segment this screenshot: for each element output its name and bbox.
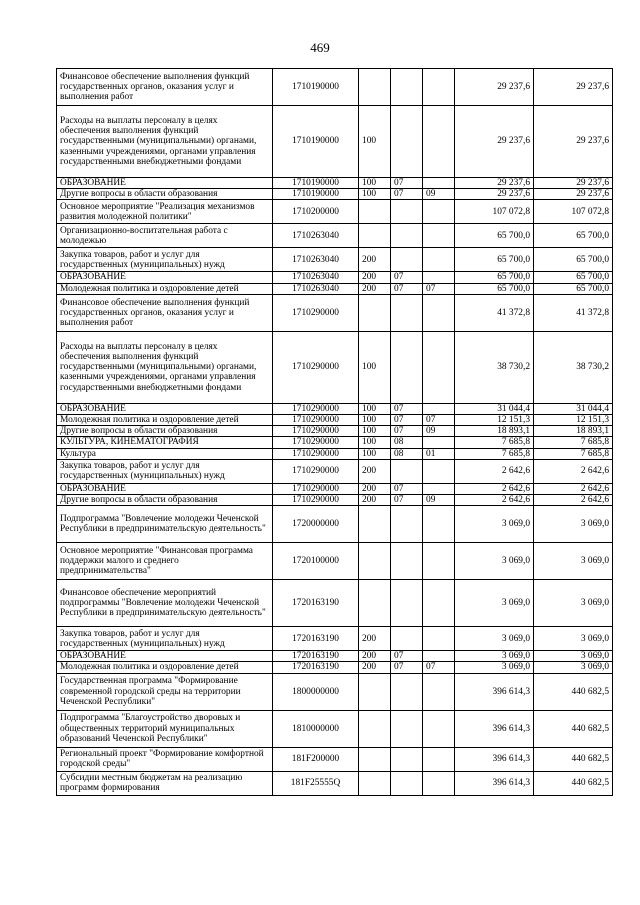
- row-csr-cell: 1810000000: [273, 710, 359, 747]
- row-vr-cell: 100: [359, 106, 391, 178]
- row-sum-2-cell: 3 069,0: [534, 651, 613, 662]
- row-pr-cell: 07: [423, 662, 455, 673]
- row-rz-cell: [391, 747, 423, 771]
- row-sum-1-cell: 65 700,0: [455, 224, 534, 248]
- row-sum-2-cell: 3 069,0: [534, 506, 613, 543]
- row-csr-cell: 1710290000: [273, 415, 359, 426]
- row-vr-cell: 100: [359, 403, 391, 414]
- row-vr-cell: [359, 543, 391, 580]
- row-name-cell: Другие вопросы в области образования: [57, 426, 273, 437]
- row-sum-2-cell: 3 069,0: [534, 627, 613, 651]
- row-csr-cell: 1710290000: [273, 437, 359, 448]
- row-pr-cell: [423, 747, 455, 771]
- row-pr-cell: [423, 178, 455, 189]
- row-sum-1-cell: 29 237,6: [455, 69, 534, 106]
- row-pr-cell: [423, 580, 455, 627]
- row-sum-2-cell: 2 642,6: [534, 459, 613, 483]
- row-vr-cell: [359, 771, 391, 795]
- row-pr-cell: [423, 294, 455, 331]
- row-pr-cell: [423, 331, 455, 403]
- row-vr-cell: 200: [359, 459, 391, 483]
- row-vr-cell: 200: [359, 495, 391, 506]
- row-csr-cell: 1720163190: [273, 651, 359, 662]
- table-row: [57, 415, 613, 426]
- table-row: [57, 403, 613, 414]
- row-name-cell: Закупка товаров, работ и услуг для государственных (муниципальных) нужд: [57, 459, 273, 483]
- row-pr-cell: [423, 771, 455, 795]
- row-vr-cell: 100: [359, 189, 391, 200]
- row-csr-cell: 1710263040: [273, 224, 359, 248]
- row-csr-cell: 1710263040: [273, 248, 359, 272]
- row-vr-cell: 200: [359, 248, 391, 272]
- row-rz-cell: 07: [391, 662, 423, 673]
- row-name-cell: Основное мероприятие "Финансовая программа поддержки малого и среднего предпринимательства": [57, 543, 273, 580]
- row-sum-1-cell: 29 237,6: [455, 189, 534, 200]
- row-sum-1-cell: 396 614,3: [455, 771, 534, 795]
- row-sum-1-cell: 107 072,8: [455, 200, 534, 224]
- row-csr-cell: 1710290000: [273, 495, 359, 506]
- table-row: [57, 662, 613, 673]
- row-sum-2-cell: 31 044,4: [534, 403, 613, 414]
- row-csr-cell: 1720163190: [273, 627, 359, 651]
- row-sum-1-cell: 3 069,0: [455, 543, 534, 580]
- table-row: [57, 331, 613, 403]
- row-name-cell: Другие вопросы в области образования: [57, 495, 273, 506]
- row-rz-cell: 07: [391, 283, 423, 294]
- row-sum-1-cell: 396 614,3: [455, 747, 534, 771]
- row-rz-cell: [391, 331, 423, 403]
- row-vr-cell: [359, 710, 391, 747]
- table-row: [57, 747, 613, 771]
- row-name-cell: ОБРАЗОВАНИЕ: [57, 403, 273, 414]
- row-pr-cell: [423, 272, 455, 283]
- table-row: [57, 459, 613, 483]
- row-sum-1-cell: 3 069,0: [455, 580, 534, 627]
- row-vr-cell: 200: [359, 651, 391, 662]
- row-rz-cell: [391, 69, 423, 106]
- row-sum-2-cell: 29 237,6: [534, 106, 613, 178]
- row-pr-cell: 09: [423, 495, 455, 506]
- page-number: 469: [310, 40, 330, 55]
- row-sum-1-cell: 396 614,3: [455, 710, 534, 747]
- row-rz-cell: 08: [391, 437, 423, 448]
- row-vr-cell: [359, 200, 391, 224]
- row-name-cell: Подпрограмма "Благоустройство дворовых и общественных территорий муниципальных образований Чеченской Республики": [57, 710, 273, 747]
- row-sum-1-cell: 7 685,8: [455, 437, 534, 448]
- row-sum-1-cell: 7 685,8: [455, 448, 534, 459]
- row-csr-cell: 1720163190: [273, 662, 359, 673]
- row-vr-cell: 100: [359, 426, 391, 437]
- row-rz-cell: 07: [391, 272, 423, 283]
- row-sum-2-cell: 29 237,6: [534, 189, 613, 200]
- table-row: [57, 673, 613, 710]
- row-sum-1-cell: 18 893,1: [455, 426, 534, 437]
- row-rz-cell: [391, 459, 423, 483]
- table-row: [57, 771, 613, 795]
- row-vr-cell: 200: [359, 283, 391, 294]
- budget-table: [56, 68, 613, 796]
- row-vr-cell: [359, 69, 391, 106]
- row-sum-1-cell: 41 372,8: [455, 294, 534, 331]
- row-sum-2-cell: 29 237,6: [534, 178, 613, 189]
- row-sum-1-cell: 3 069,0: [455, 506, 534, 543]
- row-rz-cell: 07: [391, 189, 423, 200]
- row-name-cell: Расходы на выплаты персоналу в целях обеспечения выполнения функций государственными (муниципальными) органами, казенными учреждениями, органами управления государственными внебюджетными фондами: [57, 331, 273, 403]
- table-row: [57, 426, 613, 437]
- row-pr-cell: 07: [423, 283, 455, 294]
- row-pr-cell: 09: [423, 426, 455, 437]
- table-row: [57, 437, 613, 448]
- row-rz-cell: 07: [391, 483, 423, 494]
- row-vr-cell: 200: [359, 662, 391, 673]
- row-name-cell: Организационно-воспитательная работа с молодежью: [57, 224, 273, 248]
- row-sum-1-cell: 38 730,2: [455, 331, 534, 403]
- row-sum-2-cell: 12 151,3: [534, 415, 613, 426]
- table-row: [57, 495, 613, 506]
- row-csr-cell: 1710290000: [273, 294, 359, 331]
- row-pr-cell: [423, 627, 455, 651]
- row-csr-cell: 181F25555Q: [273, 771, 359, 795]
- row-rz-cell: 08: [391, 448, 423, 459]
- row-pr-cell: [423, 200, 455, 224]
- row-sum-2-cell: 3 069,0: [534, 543, 613, 580]
- row-pr-cell: [423, 248, 455, 272]
- row-csr-cell: 1710290000: [273, 426, 359, 437]
- row-sum-2-cell: 107 072,8: [534, 200, 613, 224]
- row-rz-cell: [391, 543, 423, 580]
- row-pr-cell: [423, 437, 455, 448]
- row-pr-cell: [423, 506, 455, 543]
- row-csr-cell: 1710290000: [273, 448, 359, 459]
- row-sum-1-cell: 2 642,6: [455, 459, 534, 483]
- row-csr-cell: 1710263040: [273, 272, 359, 283]
- row-pr-cell: [423, 224, 455, 248]
- row-name-cell: ОБРАЗОВАНИЕ: [57, 651, 273, 662]
- row-sum-2-cell: 65 700,0: [534, 283, 613, 294]
- row-pr-cell: [423, 651, 455, 662]
- row-sum-2-cell: 2 642,6: [534, 483, 613, 494]
- table-row: [57, 200, 613, 224]
- row-vr-cell: [359, 294, 391, 331]
- row-sum-2-cell: 3 069,0: [534, 580, 613, 627]
- row-pr-cell: [423, 673, 455, 710]
- table-body: [57, 69, 613, 796]
- table-row: [57, 283, 613, 294]
- row-name-cell: Подпрограмма "Вовлечение молодежи Чеченской Республики в предпринимательскую деятельность": [57, 506, 273, 543]
- row-pr-cell: 01: [423, 448, 455, 459]
- table-row: [57, 580, 613, 627]
- row-sum-2-cell: 65 700,0: [534, 248, 613, 272]
- row-vr-cell: [359, 224, 391, 248]
- row-name-cell: Финансовое обеспечение выполнения функций государственных органов, оказания услуг и выполнения работ: [57, 69, 273, 106]
- row-name-cell: Основное мероприятие "Реализация механизмов развития молодежной политики": [57, 200, 273, 224]
- table-row: [57, 189, 613, 200]
- row-name-cell: Закупка товаров, работ и услуг для государственных (муниципальных) нужд: [57, 248, 273, 272]
- row-sum-1-cell: 3 069,0: [455, 627, 534, 651]
- row-vr-cell: [359, 747, 391, 771]
- table-row: [57, 710, 613, 747]
- row-csr-cell: 1710190000: [273, 106, 359, 178]
- row-name-cell: Другие вопросы в области образования: [57, 189, 273, 200]
- row-pr-cell: [423, 106, 455, 178]
- row-sum-1-cell: 65 700,0: [455, 283, 534, 294]
- row-sum-2-cell: 440 682,5: [534, 771, 613, 795]
- row-csr-cell: 1720000000: [273, 506, 359, 543]
- table-row: [57, 448, 613, 459]
- row-rz-cell: [391, 580, 423, 627]
- row-sum-2-cell: 29 237,6: [534, 69, 613, 106]
- table-row: [57, 627, 613, 651]
- row-vr-cell: [359, 506, 391, 543]
- row-pr-cell: 09: [423, 189, 455, 200]
- row-sum-1-cell: 3 069,0: [455, 651, 534, 662]
- row-rz-cell: [391, 224, 423, 248]
- row-sum-2-cell: 38 730,2: [534, 331, 613, 403]
- row-sum-1-cell: 65 700,0: [455, 272, 534, 283]
- table-row: [57, 178, 613, 189]
- row-sum-1-cell: 29 237,6: [455, 178, 534, 189]
- row-rz-cell: [391, 294, 423, 331]
- row-csr-cell: 1710190000: [273, 69, 359, 106]
- table-row: [57, 294, 613, 331]
- table-row: [57, 272, 613, 283]
- row-rz-cell: [391, 627, 423, 651]
- row-sum-2-cell: 18 893,1: [534, 426, 613, 437]
- row-pr-cell: [423, 459, 455, 483]
- row-csr-cell: 181F200000: [273, 747, 359, 771]
- row-sum-1-cell: 12 151,3: [455, 415, 534, 426]
- row-csr-cell: 1710290000: [273, 483, 359, 494]
- row-vr-cell: 100: [359, 331, 391, 403]
- row-sum-2-cell: 3 069,0: [534, 662, 613, 673]
- row-sum-2-cell: 2 642,6: [534, 495, 613, 506]
- table-row: [57, 106, 613, 178]
- row-pr-cell: [423, 710, 455, 747]
- row-sum-2-cell: 65 700,0: [534, 272, 613, 283]
- row-pr-cell: 07: [423, 415, 455, 426]
- row-rz-cell: 07: [391, 651, 423, 662]
- row-csr-cell: 1710290000: [273, 403, 359, 414]
- row-csr-cell: 1710263040: [273, 283, 359, 294]
- row-vr-cell: [359, 580, 391, 627]
- row-name-cell: Государственная программа "Формирование современной городской среды на территории Чеченской Республики": [57, 673, 273, 710]
- row-pr-cell: [423, 543, 455, 580]
- row-name-cell: Молодежная политика и оздоровление детей: [57, 662, 273, 673]
- row-pr-cell: [423, 403, 455, 414]
- row-sum-1-cell: 31 044,4: [455, 403, 534, 414]
- row-sum-2-cell: 440 682,5: [534, 673, 613, 710]
- row-rz-cell: [391, 771, 423, 795]
- row-sum-2-cell: 65 700,0: [534, 224, 613, 248]
- row-pr-cell: [423, 69, 455, 106]
- row-name-cell: Региональный проект "Формирование комфортной городской среды": [57, 747, 273, 771]
- row-csr-cell: 1710190000: [273, 189, 359, 200]
- row-rz-cell: [391, 200, 423, 224]
- row-sum-1-cell: 2 642,6: [455, 483, 534, 494]
- row-vr-cell: [359, 673, 391, 710]
- table-row: [57, 224, 613, 248]
- row-vr-cell: 200: [359, 272, 391, 283]
- row-csr-cell: 1720100000: [273, 543, 359, 580]
- table-row: [57, 651, 613, 662]
- row-name-cell: ОБРАЗОВАНИЕ: [57, 178, 273, 189]
- row-rz-cell: [391, 106, 423, 178]
- row-name-cell: Субсидии местным бюджетам на реализацию программ формирования: [57, 771, 273, 795]
- row-vr-cell: 100: [359, 178, 391, 189]
- row-sum-1-cell: 3 069,0: [455, 662, 534, 673]
- row-sum-1-cell: 2 642,6: [455, 495, 534, 506]
- row-rz-cell: [391, 248, 423, 272]
- row-sum-1-cell: 65 700,0: [455, 248, 534, 272]
- row-vr-cell: 200: [359, 627, 391, 651]
- row-name-cell: Финансовое обеспечение мероприятий подпрограммы "Вовлечение молодежи Чеченской Республики в предпринимательскую деятельность": [57, 580, 273, 627]
- row-rz-cell: [391, 506, 423, 543]
- row-csr-cell: 1710200000: [273, 200, 359, 224]
- row-sum-1-cell: 29 237,6: [455, 106, 534, 178]
- row-vr-cell: 100: [359, 415, 391, 426]
- row-csr-cell: 1720163190: [273, 580, 359, 627]
- row-rz-cell: 07: [391, 426, 423, 437]
- row-vr-cell: 100: [359, 448, 391, 459]
- row-rz-cell: [391, 710, 423, 747]
- row-name-cell: ОБРАЗОВАНИЕ: [57, 483, 273, 494]
- row-sum-2-cell: 440 682,5: [534, 747, 613, 771]
- row-sum-2-cell: 41 372,8: [534, 294, 613, 331]
- row-sum-2-cell: 7 685,8: [534, 437, 613, 448]
- row-name-cell: Культура: [57, 448, 273, 459]
- row-csr-cell: 1710190000: [273, 178, 359, 189]
- row-rz-cell: 07: [391, 178, 423, 189]
- row-name-cell: Молодежная политика и оздоровление детей: [57, 415, 273, 426]
- row-name-cell: Молодежная политика и оздоровление детей: [57, 283, 273, 294]
- row-vr-cell: 100: [359, 437, 391, 448]
- row-csr-cell: 1800000000: [273, 673, 359, 710]
- row-sum-2-cell: 440 682,5: [534, 710, 613, 747]
- row-sum-1-cell: 396 614,3: [455, 673, 534, 710]
- row-name-cell: ОБРАЗОВАНИЕ: [57, 272, 273, 283]
- row-pr-cell: [423, 483, 455, 494]
- row-csr-cell: 1710290000: [273, 459, 359, 483]
- row-rz-cell: 07: [391, 415, 423, 426]
- table-row: [57, 69, 613, 106]
- row-name-cell: Закупка товаров, работ и услуг для государственных (муниципальных) нужд: [57, 627, 273, 651]
- table-row: [57, 543, 613, 580]
- table-row: [57, 248, 613, 272]
- table-row: [57, 483, 613, 494]
- row-name-cell: Расходы на выплаты персоналу в целях обеспечения выполнения функций государственными (муниципальными) органами, казенными учреждениями, органами управления государственными внебюджетными фондами: [57, 106, 273, 178]
- row-name-cell: КУЛЬТУРА, КИНЕМАТОГРАФИЯ: [57, 437, 273, 448]
- table-row: [57, 506, 613, 543]
- row-vr-cell: 200: [359, 483, 391, 494]
- row-name-cell: Финансовое обеспечение выполнения функций государственных органов, оказания услуг и выполнения работ: [57, 294, 273, 331]
- row-rz-cell: [391, 673, 423, 710]
- row-sum-2-cell: 7 685,8: [534, 448, 613, 459]
- row-csr-cell: 1710290000: [273, 331, 359, 403]
- row-rz-cell: 07: [391, 403, 423, 414]
- row-rz-cell: 07: [391, 495, 423, 506]
